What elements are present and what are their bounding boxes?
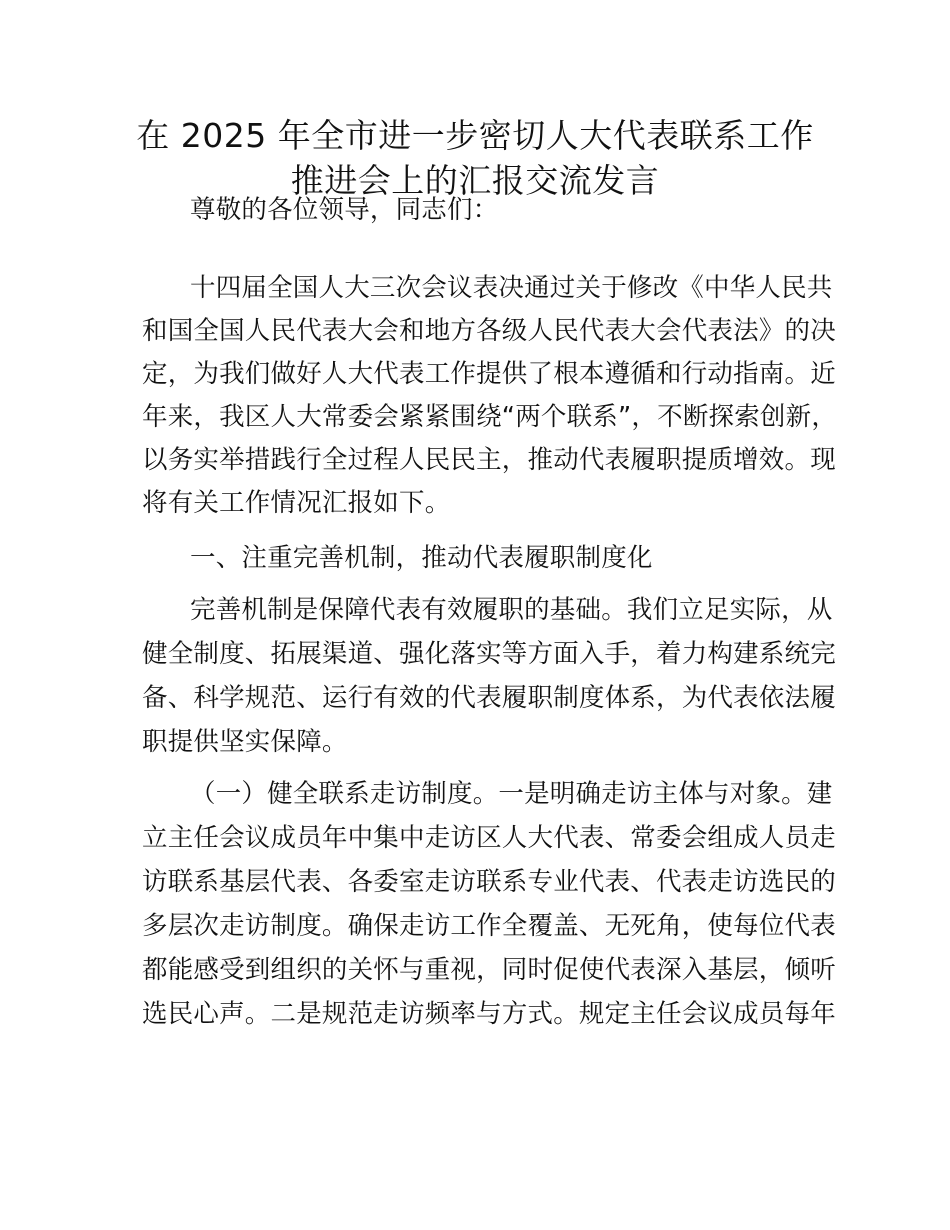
paragraph-line: 和国全国人民代表大会和地方各级人民代表大会代表法》的决 [142,316,836,346]
subsection-heading-line: （一）健全联系走访制度。一是明确走访主体与对象。建 [190,779,833,809]
paragraph-line: 定，为我们做好人大代表工作提供了根本遵循和行动指南。近 [142,359,836,389]
paragraph-line: 将有关工作情况汇报如下。 [142,488,451,518]
document-title-line-1: 在 2025 年全市进一步密切人大代表联系工作 [136,116,814,155]
salutation: 尊敬的各位领导，同志们： [190,195,499,225]
paragraph-line: 都能感受到组织的关怀与重视，同时促使代表深入基层，倾听 [142,955,836,985]
paragraph-line: 健全制度、拓展渠道、强化落实等方面入手，着力构建系统完 [142,639,836,669]
paragraph-line: 十四届全国人大三次会议表决通过关于修改《中华人民共 [190,273,833,303]
document-title-line-2: 推进会上的汇报交流发言 [290,161,660,200]
paragraph-line: 完善机制是保障代表有效履职的基础。我们立足实际，从 [190,595,833,625]
paragraph-line: 立主任会议成员年中集中走访区人大代表、常委会组成人员走 [142,823,836,853]
paragraph-line: 以务实举措践行全过程人民民主，推动代表履职提质增效。现 [142,445,836,475]
paragraph-line: 访联系基层代表、各委室走访联系专业代表、代表走访选民的 [142,867,836,897]
paragraph-line: 选民心声。二是规范走访频率与方式。规定主任会议成员每年 [142,999,836,1029]
paragraph-line: 年来，我区人大常委会紧紧围绕“两个联系”，不断探索创新， [142,402,838,432]
paragraph-line: 备、科学规范、运行有效的代表履职制度体系，为代表依法履 [142,683,836,713]
paragraph-line: 多层次走访制度。确保走访工作全覆盖、无死角，使每位代表 [142,911,836,941]
paragraph-line: 职提供坚实保障。 [142,727,348,757]
section-heading: 一、注重完善机制，推动代表履职制度化 [190,543,653,573]
